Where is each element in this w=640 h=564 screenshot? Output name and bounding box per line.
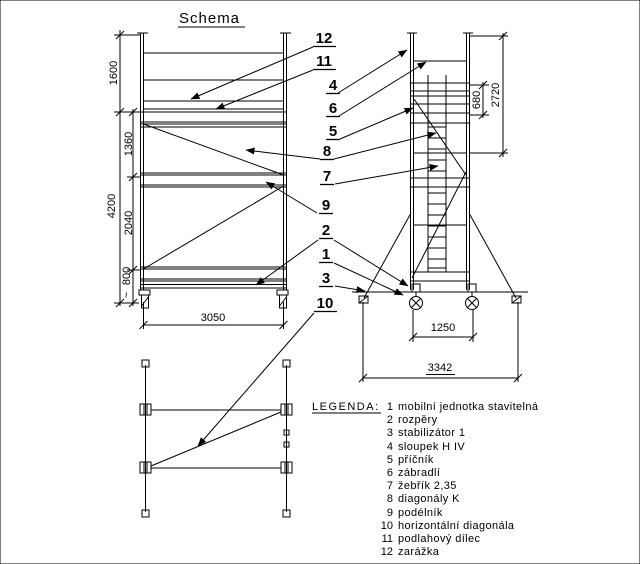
legend-item-8-text: diagonály K <box>398 493 460 505</box>
callout-5 <box>326 123 340 140</box>
callout-6 <box>326 100 340 117</box>
side-deck-a <box>411 83 470 91</box>
side-caster-left <box>410 284 423 310</box>
side-deck-b <box>411 96 470 104</box>
legend-heading: LEGENDA: <box>312 401 380 413</box>
front-view <box>137 33 291 308</box>
dim-680: 680 <box>471 90 483 110</box>
dim-4200: 4200 <box>106 193 118 219</box>
callout-4-label: 4 <box>328 77 338 94</box>
legend-item-4 <box>387 441 466 453</box>
side-deck-bottom <box>411 272 470 281</box>
front-toe-board <box>144 101 284 109</box>
legend-item-11 <box>382 533 481 545</box>
dim-1600: 1600 <box>108 60 120 86</box>
front-caster-right <box>277 290 288 308</box>
callout-1-label: 1 <box>321 246 331 263</box>
callout-2 <box>319 222 333 239</box>
legend-item-2-text: rozpěry <box>398 414 438 426</box>
side-deck-c <box>411 113 470 123</box>
dim-2040: 2040 <box>123 210 135 236</box>
title-block <box>178 10 245 27</box>
legend-item-7-text: žebřík 2,35 <box>398 480 457 492</box>
callouts <box>313 30 340 312</box>
legend-item-8 <box>387 493 460 505</box>
legend-item-5 <box>387 454 434 466</box>
front-diagonal-lower <box>144 186 284 269</box>
callout-7 <box>320 168 334 185</box>
dim-1360: 1360 <box>123 131 135 157</box>
page-title: Schema <box>179 10 241 27</box>
legend-item-10-text: horizontální diagonála <box>398 520 515 532</box>
top-view <box>140 360 292 517</box>
callout-6-label: 6 <box>328 100 338 117</box>
legend-item-11-text: podlahový dílec <box>398 533 481 545</box>
side-caster-right <box>466 284 479 310</box>
legend-item-11-num: 11 <box>381 533 393 545</box>
legend-item-8-num: 8 <box>386 493 393 505</box>
front-deck-bottom <box>141 269 287 279</box>
callout-leaders <box>191 47 438 446</box>
dim-800-approx: ~ <box>121 291 133 299</box>
legend-item-12-num: 12 <box>380 546 393 558</box>
side-ladder <box>428 75 446 272</box>
front-caster-left <box>139 290 150 308</box>
legend-item-9-text: podélník <box>398 507 443 519</box>
legend-item-1-num: 1 <box>386 401 393 413</box>
legend-item-7 <box>387 480 457 492</box>
callout-5-label: 5 <box>328 123 338 140</box>
callout-3 <box>319 270 333 287</box>
stabilizer-right <box>469 213 521 303</box>
legend-item-3-num: 3 <box>386 427 393 439</box>
callout-10 <box>314 295 337 312</box>
callout-4 <box>326 77 340 94</box>
legend <box>312 401 539 558</box>
callout-7-label: 7 <box>322 168 332 185</box>
legend-item-5-text: příčník <box>398 454 434 466</box>
legend-item-3-text: stabilizátor 1 <box>398 427 466 439</box>
legend-item-4-num: 4 <box>386 441 393 453</box>
dim-2720: 2720 <box>490 82 502 108</box>
callout-9 <box>319 197 333 214</box>
top-view-horizontal-diagonal <box>151 412 281 466</box>
legend-item-4-text: sloupek H IV <box>398 441 466 453</box>
legend-item-6-text: zábradlí <box>398 467 441 479</box>
callout-8-label: 8 <box>322 143 332 160</box>
front-deck-top <box>141 112 287 122</box>
legend-item-12 <box>381 546 440 558</box>
legend-item-10-num: 10 <box>380 520 393 532</box>
callout-1 <box>319 246 333 263</box>
legend-item-9-num: 9 <box>386 507 393 519</box>
legend-item-2 <box>387 414 438 426</box>
callout-10-label: 10 <box>316 295 334 312</box>
callout-11-label: 11 <box>316 53 332 70</box>
legend-item-3 <box>387 427 465 439</box>
dim-3050: 3050 <box>200 312 226 324</box>
legend-item-12-text: zarážka <box>398 546 440 558</box>
legend-item-1 <box>387 401 539 413</box>
legend-item-6-num: 6 <box>386 467 393 479</box>
callout-12 <box>313 30 336 47</box>
front-diagonal-upper <box>144 124 284 175</box>
legend-item-7-num: 7 <box>386 480 393 492</box>
stabilizer-left <box>359 213 411 303</box>
legend-item-9 <box>387 507 443 519</box>
side-dimensions <box>359 32 522 382</box>
dim-3342: 3342 <box>427 362 453 374</box>
legend-item-6 <box>387 467 440 479</box>
callout-12-label: 12 <box>315 30 333 47</box>
callout-9-label: 9 <box>321 197 331 214</box>
dim-1250: 1250 <box>430 322 456 334</box>
callout-3-label: 3 <box>321 270 331 287</box>
legend-item-5-num: 5 <box>386 454 393 466</box>
legend-item-2-num: 2 <box>386 414 393 426</box>
callout-2-label: 2 <box>321 222 331 239</box>
legend-item-1-text: mobilní jednotka stavitelná <box>398 401 539 413</box>
callout-8 <box>320 143 334 160</box>
dim-800: 800 <box>121 266 133 286</box>
callout-11 <box>313 53 336 70</box>
legend-item-10 <box>381 520 515 532</box>
front-deck-mid <box>141 175 287 185</box>
